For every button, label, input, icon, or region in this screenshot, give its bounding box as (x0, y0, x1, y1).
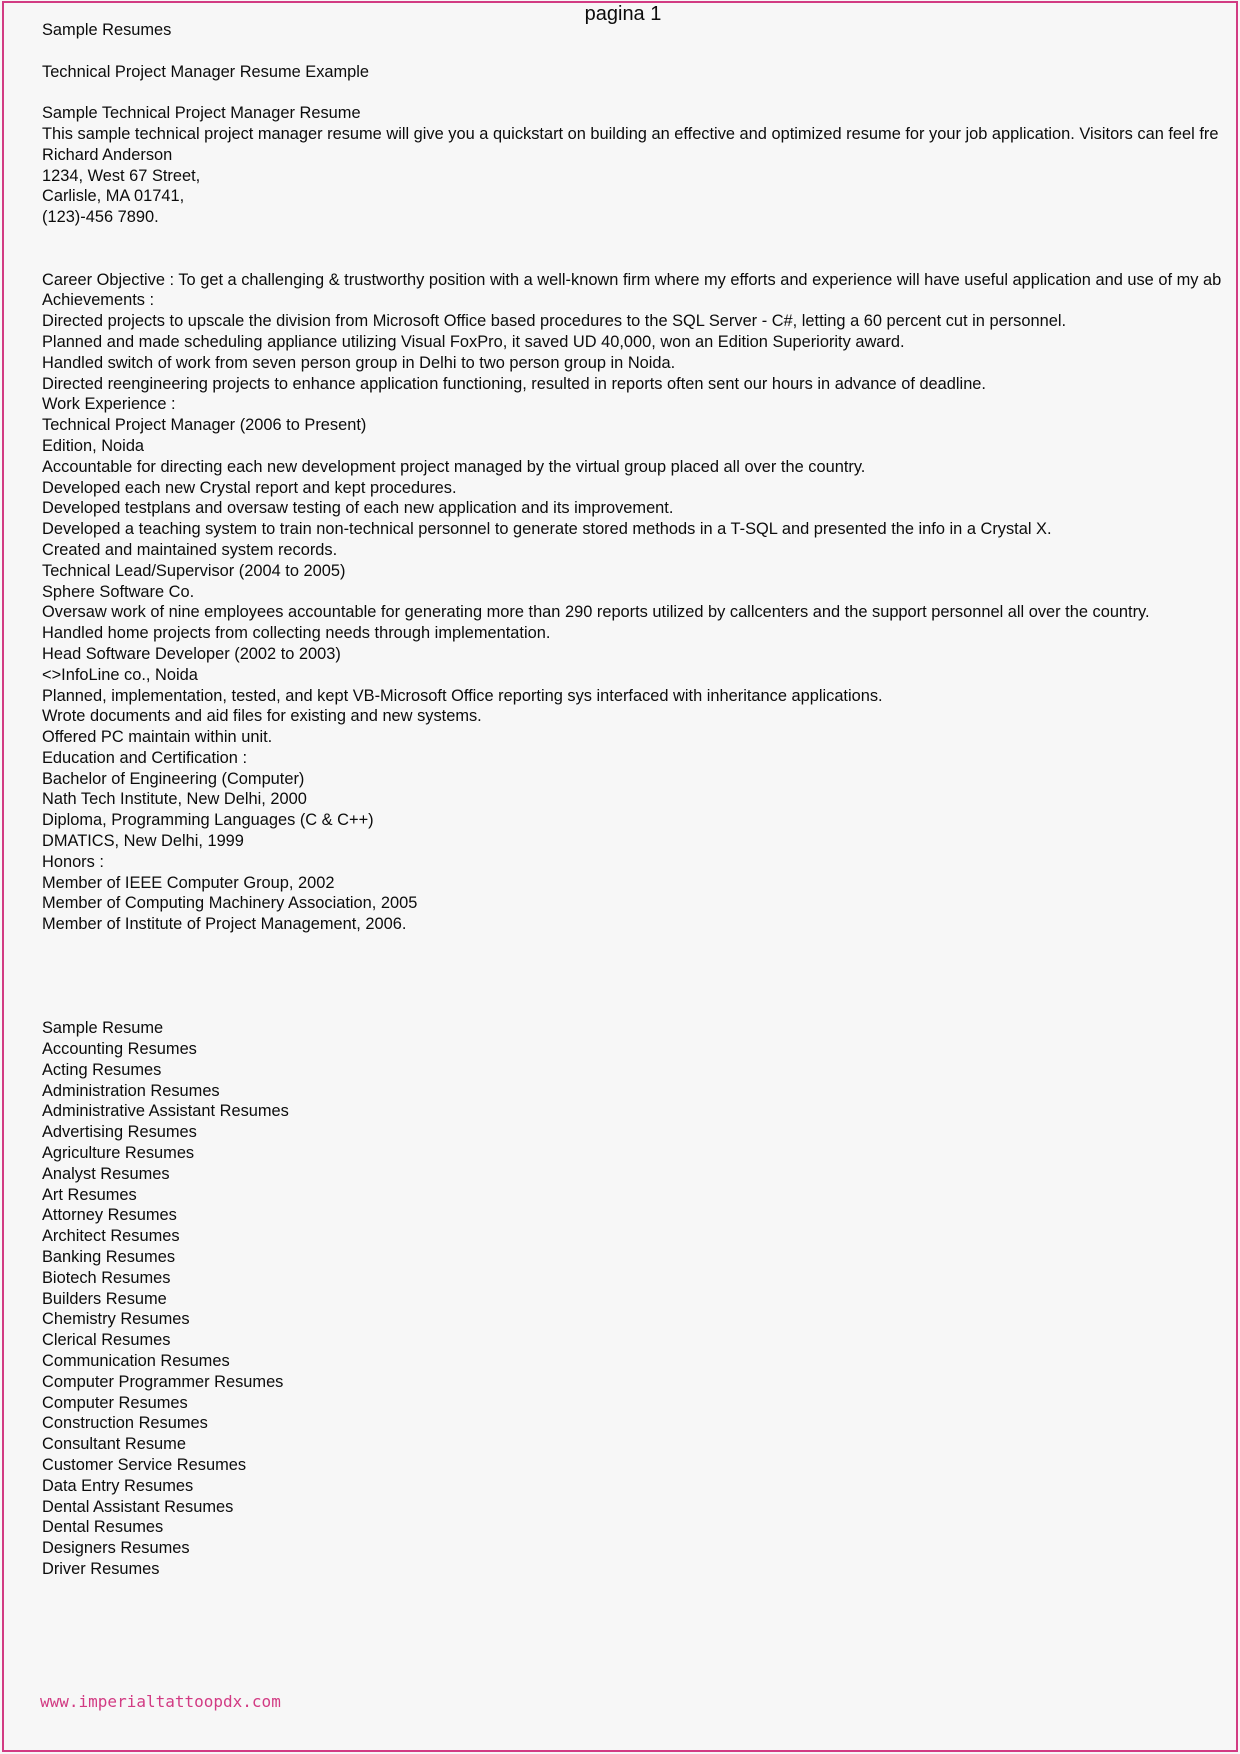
resume-line: Planned, implementation, tested, and kept VB-Microsoft Office reporting sys interfaced with inheritance applications. (42, 686, 883, 705)
resume-line: Accountable for directing each new development project managed by the virtual group placed all over the country. (42, 457, 866, 476)
resume-line: Planned and made scheduling appliance utilizing Visual FoxPro, it saved UD 40,000, won an Edition Superiority award. (42, 332, 905, 351)
spacer (42, 41, 1236, 62)
resume-category-link[interactable]: Construction Resumes (42, 1414, 208, 1433)
resume-category-link[interactable]: Clerical Resumes (42, 1331, 171, 1350)
spacer (42, 82, 1236, 103)
resume-line: Handled switch of work from seven person group in Delhi to two person group in Noida. (42, 353, 676, 372)
resume-line: Edition, Noida (42, 436, 145, 455)
resume-line: Bachelor of Engineering (Computer) (42, 769, 305, 788)
resume-line: Developed testplans and oversaw testing of each new application and its improvement. (42, 499, 674, 518)
resume-line: Technical Project Manager (2006 to Present) (42, 416, 367, 435)
resume-line: Sphere Software Co. (42, 582, 195, 601)
resume-category-link[interactable]: Administrative Assistant Resumes (42, 1102, 289, 1121)
resume-line: Offered PC maintain within unit. (42, 728, 273, 747)
resume-line: Career Objective : To get a challenging & trustworthy position with a well-known firm where my efforts and experience will have useful application and use of my ab (42, 270, 1222, 289)
resume-line: Member of Institute of Project Management, 2006. (42, 915, 407, 934)
resume-category-link[interactable]: Agriculture Resumes (42, 1144, 195, 1163)
resume-category-link[interactable]: Accounting Resumes (42, 1040, 197, 1059)
resume-category-link[interactable]: Architect Resumes (42, 1227, 180, 1246)
spacer (42, 935, 1236, 1018)
resume-category-link[interactable]: Art Resumes (42, 1185, 137, 1204)
resume-line: Member of Computing Machinery Association, 2005 (42, 894, 418, 913)
resume-category-link[interactable]: Consultant Resume (42, 1435, 186, 1454)
resume-line: Directed projects to upscale the division from Microsoft Office based procedures to the SQL Server - C#, letting a 60 percent cut in personnel. (42, 312, 1067, 331)
resume-category-list (42, 1018, 1236, 1580)
resume-line: DMATICS, New Delhi, 1999 (42, 832, 244, 851)
resume-line: Oversaw work of nine employees accountable for generating more than 290 reports utilized by callcenters and the support personnel all over the country. (42, 603, 1150, 622)
resume-category-link[interactable]: Attorney Resumes (42, 1206, 177, 1225)
resume-line: Achievements : (42, 291, 155, 310)
resume-line: Diploma, Programming Languages (C & C++) (42, 811, 374, 830)
resume-category-link[interactable]: Data Entry Resumes (42, 1476, 194, 1495)
resume-category-link[interactable]: Banking Resumes (42, 1248, 176, 1267)
contact-city: Carlisle, MA 01741, (42, 187, 185, 206)
resume-line: Head Software Developer (2002 to 2003) (42, 644, 341, 663)
resume-line: Wrote documents and aid files for existing and new systems. (42, 707, 482, 726)
resume-category-link[interactable]: Customer Service Resumes (42, 1455, 247, 1474)
contact-name: Richard Anderson (42, 145, 173, 164)
resume-category-link[interactable]: Chemistry Resumes (42, 1310, 190, 1329)
resume-line: Developed a teaching system to train non-technical personnel to generate stored methods in a T-SQL and presented the info in a Crystal X. (42, 520, 1052, 539)
resume-category-link[interactable]: Computer Resumes (42, 1393, 188, 1412)
resume-category-link[interactable]: Advertising Resumes (42, 1123, 197, 1142)
resume-line: Member of IEEE Computer Group, 2002 (42, 873, 335, 892)
resume-line: Developed each new Crystal report and kept procedures. (42, 478, 457, 497)
spacer (42, 228, 1236, 270)
document-body (42, 20, 1236, 1580)
resume-line: Nath Tech Institute, New Delhi, 2000 (42, 790, 307, 809)
contact-street: 1234, West 67 Street, (42, 166, 201, 185)
resume-category-link[interactable]: Analyst Resumes (42, 1164, 170, 1183)
resume-line: Handled home projects from collecting needs through implementation. (42, 624, 551, 643)
resume-intro: This sample technical project manager resume will give you a quickstart on building an effective and optimized resume for your job application. Visitors can feel fre (42, 124, 1219, 143)
resume-line: Honors : (42, 852, 104, 871)
resume-category-link[interactable]: Administration Resumes (42, 1081, 220, 1100)
resume-category-link[interactable]: Biotech Resumes (42, 1268, 171, 1287)
resume-line: Work Experience : (42, 395, 176, 414)
document-header: Sample Resumes (42, 21, 172, 39)
resume-sections (42, 270, 1236, 936)
resume-line: Directed reengineering projects to enhance application functioning, resulted in reports often sent our hours in advance of deadline. (42, 374, 986, 393)
resume-heading: Sample Technical Project Manager Resume (42, 104, 361, 123)
resume-category-link[interactable]: Dental Assistant Resumes (42, 1497, 234, 1516)
resume-category-link[interactable]: Acting Resumes (42, 1060, 162, 1079)
resume-category-link[interactable]: Sample Resume (42, 1019, 164, 1038)
resume-category-link[interactable]: Driver Resumes (42, 1559, 160, 1578)
resume-category-link[interactable]: Designers Resumes (42, 1539, 190, 1558)
resume-category-link[interactable]: Computer Programmer Resumes (42, 1372, 284, 1391)
resume-category-link[interactable]: Dental Resumes (42, 1518, 164, 1537)
watermark-url[interactable]: www.imperialtattoopdx.com (40, 1692, 281, 1711)
page-number-label: pagina 1 (584, 3, 662, 25)
resume-line: Technical Lead/Supervisor (2004 to 2005) (42, 561, 346, 580)
document-title: Technical Project Manager Resume Example (42, 62, 370, 81)
contact-phone: (123)-456 7890. (42, 208, 159, 227)
resume-line: Education and Certification : (42, 748, 248, 767)
resume-category-link[interactable]: Communication Resumes (42, 1352, 230, 1370)
resume-line: <>InfoLine co., Noida (42, 665, 198, 684)
resume-category-link[interactable]: Builders Resume (42, 1289, 167, 1308)
resume-line: Created and maintained system records. (42, 540, 338, 559)
